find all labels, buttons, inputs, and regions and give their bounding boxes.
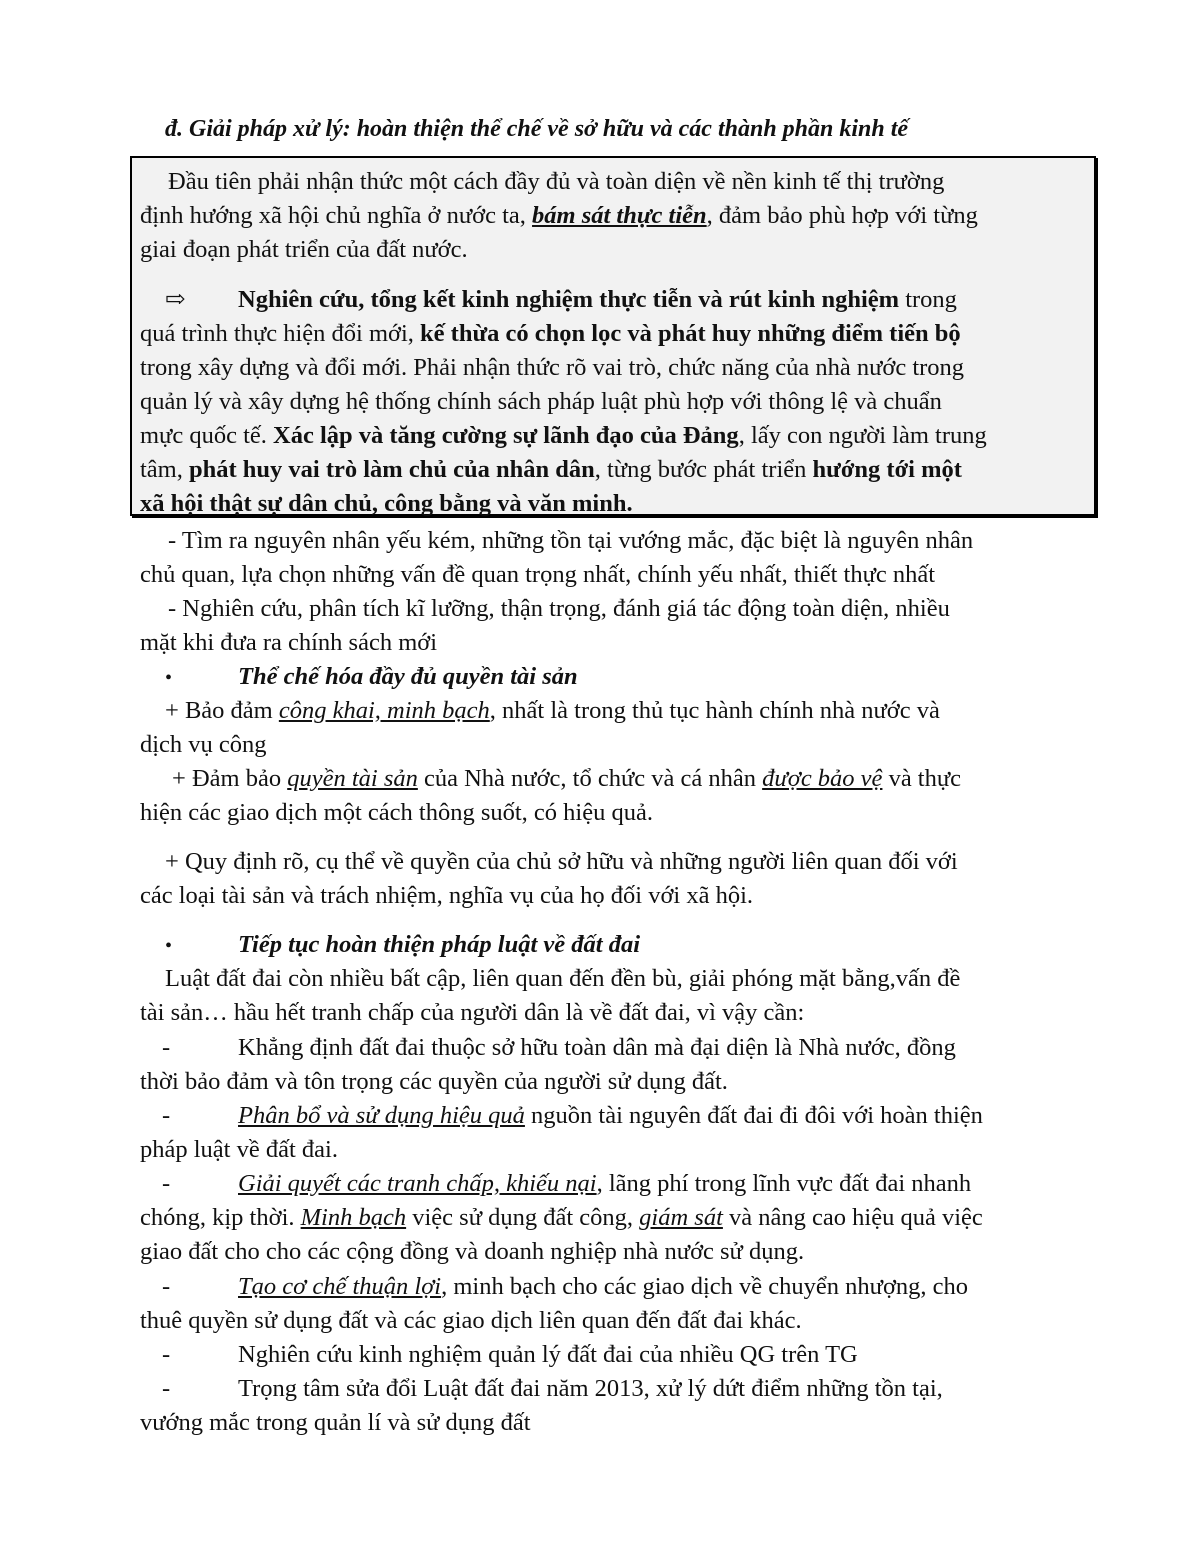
body-line: các loại tài sản và trách nhiệm, nghĩa vụ của họ đối với xã hội.: [140, 882, 754, 909]
dash-marker: -: [162, 1170, 171, 1197]
body-line: hiện các giao dịch một cách thông suốt, có hiệu quả.: [140, 799, 653, 826]
emphasis-text: công khai, minh bạch: [278, 697, 490, 724]
text: , nhất là trong thủ tục hành chính nhà nước và: [489, 697, 940, 724]
body-line: pháp luật về đất đai.: [140, 1136, 338, 1163]
body-line: [140, 1201, 983, 1235]
body-line: - Tìm ra nguyên nhân yếu kém, những tồn tại vướng mắc, đặc biệt là nguyên nhân: [168, 527, 974, 554]
text: việc sử dụng đất công,: [406, 1204, 640, 1231]
body-line: chủ quan, lựa chọn những vấn đề quan trọng nhất, chính yếu nhất, thiết thực nhất: [140, 561, 936, 588]
text: + Bảo đảm: [165, 697, 279, 724]
box-line: quản lý và xây dựng hệ thống chính sách pháp luật phù hợp với thông lệ và chuẩn: [140, 388, 942, 415]
dash-marker: -: [162, 1341, 171, 1368]
bold-text: hướng tới một: [812, 456, 962, 483]
box-line: [140, 453, 962, 487]
body-line: vướng mắc trong quản lí và sử dụng đất: [140, 1409, 531, 1436]
box-line: Đầu tiên phải nhận thức một cách đầy đủ và toàn diện về nền kinh tế thị trường: [168, 168, 945, 195]
body-line: giao đất cho cho các cộng đồng và doanh nghiệp nhà nước sử dụng.: [140, 1238, 805, 1265]
body-line: dịch vụ công: [140, 731, 267, 758]
emphasis-text: Tạo cơ chế thuận lợi: [238, 1273, 442, 1300]
text: của Nhà nước, tổ chức và cá nhân: [417, 765, 763, 792]
emphasis-text: được bảo vệ: [762, 765, 883, 792]
body-line: [165, 694, 940, 728]
dash-marker: -: [162, 1273, 171, 1300]
text: + Đảm bảo: [172, 765, 288, 792]
box-line: [140, 317, 961, 351]
body-line: mặt khi đưa ra chính sách mới: [140, 629, 438, 656]
emphasis-text: Giải quyết các tranh chấp, khiếu nại: [238, 1170, 597, 1197]
bold-text: kế thừa có chọn lọc và phát huy những điểm tiến bộ: [420, 320, 961, 347]
text: , từng bước phát triển: [594, 456, 813, 483]
body-line: [238, 1099, 983, 1133]
dash-marker: -: [162, 1102, 171, 1129]
text: chóng, kịp thời.: [140, 1204, 301, 1231]
body-line: + Quy định rõ, cụ thể về quyền của chủ sở hữu và những người liên quan đối với: [165, 848, 958, 875]
emphasis-text: quyền tài sản: [287, 765, 418, 792]
box-line: trong xây dựng và đổi mới. Phải nhận thức rõ vai trò, chức năng của nhà nước trong: [140, 354, 965, 381]
dash-marker: -: [162, 1375, 171, 1402]
text: trong: [899, 286, 957, 313]
text: , lấy con người làm trung: [738, 422, 987, 449]
subheading: Thể chế hóa đầy đủ quyền tài sản: [238, 663, 578, 690]
text: định hướng xã hội chủ nghĩa ở nước ta,: [140, 202, 533, 229]
body-line: [238, 1270, 968, 1304]
bullet-icon: •: [165, 667, 173, 689]
arrow-icon: ⇨: [165, 286, 186, 313]
emphasis-text: Phân bổ và sử dụng hiệu quả: [238, 1102, 525, 1129]
emphasis-text: Minh bạch: [300, 1204, 407, 1231]
bold-text: phát huy vai trò làm chủ của nhân dân: [189, 456, 595, 483]
bold-text: Nghiên cứu, tổng kết kinh nghiệm thực tiễn và rút kinh nghiệm: [238, 286, 900, 313]
body-line: [172, 762, 961, 796]
text: nguồn tài nguyên đất đai đi đôi với hoàn thiện: [524, 1102, 983, 1129]
text: tâm,: [140, 456, 189, 483]
body-line: Luật đất đai còn nhiều bất cập, liên quan đến đền bù, giải phóng mặt bằng,vấn đề: [165, 965, 961, 992]
dash-marker: -: [162, 1034, 171, 1061]
body-line: Nghiên cứu kinh nghiệm quản lý đất đai của nhiều QG trên TG: [238, 1341, 858, 1368]
text: , đảm bảo phù hợp với từng: [706, 202, 978, 229]
bold-text: Xác lập và tăng cường sự lãnh đạo của Đảng: [273, 422, 739, 449]
body-line: tài sản… hầu hết tranh chấp của người dân là về đất đai, vì vậy cần:: [140, 999, 805, 1026]
text: và thực: [882, 765, 962, 792]
body-line: thuê quyền sử dụng đất và các giao dịch liên quan đến đất đai khác.: [140, 1307, 802, 1334]
box-line: xã hội thật sự dân chủ, công bằng và văn minh.: [140, 490, 633, 517]
text: và nâng cao hiệu quả việc: [722, 1204, 983, 1231]
subheading: Tiếp tục hoàn thiện pháp luật về đất đai: [238, 931, 641, 958]
text: quá trình thực hiện đổi mới,: [140, 320, 421, 347]
body-line: thời bảo đảm và tôn trọng các quyền của người sử dụng đất.: [140, 1068, 728, 1095]
bullet-icon: •: [165, 935, 173, 957]
text: , minh bạch cho các giao dịch về chuyển nhượng, cho: [441, 1273, 969, 1300]
emphasis-text: giám sát: [639, 1204, 723, 1231]
emphasis-text: bám sát thực tiễn: [532, 202, 707, 229]
text: mực quốc tế.: [140, 422, 274, 449]
box-line: [140, 199, 978, 233]
text: , lãng phí trong lĩnh vực đất đai nhanh: [596, 1170, 972, 1197]
section-heading: đ. Giải pháp xử lý: hoàn thiện thể chế về sở hữu và các thành phần kinh tế: [165, 116, 909, 142]
box-line: giai đoạn phát triển của đất nước.: [140, 236, 468, 263]
body-line: Trọng tâm sửa đổi Luật đất đai năm 2013, xử lý dứt điểm những tồn tại,: [238, 1375, 943, 1402]
body-line: - Nghiên cứu, phân tích kĩ lưỡng, thận trọng, đánh giá tác động toàn diện, nhiều: [168, 595, 950, 622]
body-line: Khẳng định đất đai thuộc sở hữu toàn dân mà đại diện là Nhà nước, đồng: [238, 1034, 956, 1061]
body-line: [238, 1167, 971, 1201]
box-line: [140, 419, 987, 453]
box-line: [238, 283, 957, 317]
